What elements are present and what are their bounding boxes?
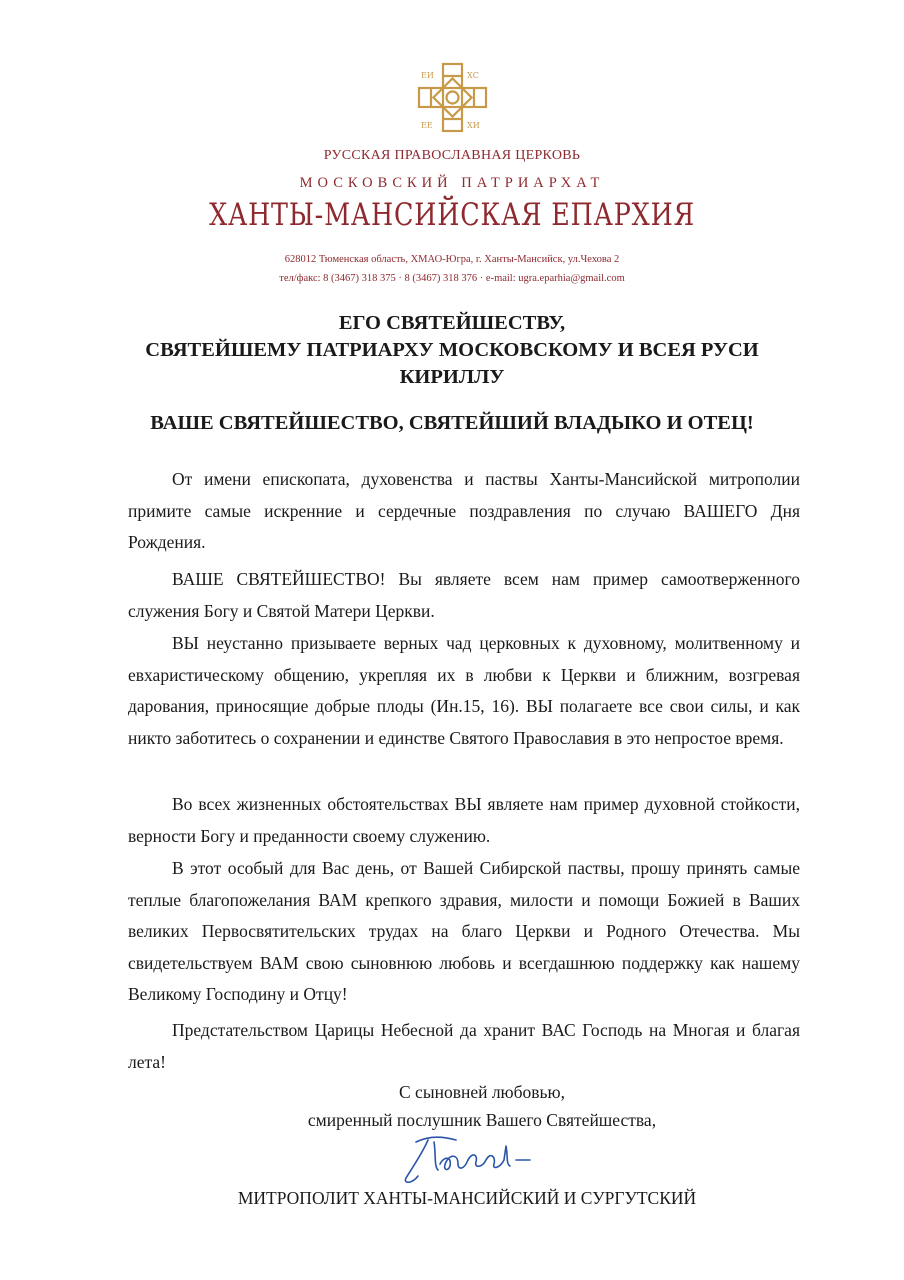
- closing-line-1: С сыновней любовью,: [399, 1082, 565, 1102]
- signer-title: МИТРОПОЛИТ ХАНТЫ-МАНСИЙСКИЙ И СУРГУТСКИЙ: [237, 1188, 697, 1208]
- paragraph-5: [128, 853, 800, 1011]
- paragraph-4: [128, 789, 800, 852]
- emblem-letters-tr: ХС: [467, 71, 479, 80]
- paragraph-3-text: ВЫ неустанно призываете верных чад церковных к духовному, молитвенному и евхаристическому общению, укрепляя их в любви к Церкви и ближним, возгревая дарования, приносящие добрые плоды (Ин.15, 16). ВЫ полагаете все свои силы, и как никто заботитесь о сохранении и единстве Святого Православия в это непростое время.: [128, 633, 800, 748]
- closing-line-2: смиренный послушник Вашего Святейшества,: [307, 1110, 657, 1130]
- addressee-line-1: ЕГО СВЯТЕЙШЕСТВУ,: [338, 312, 566, 334]
- cross-emblem-icon: [415, 60, 490, 135]
- patriarchate-name: МОСКОВСКИЙ ПАТРИАРХАТ: [299, 175, 605, 191]
- paragraph-2: [128, 564, 800, 627]
- paragraph-3: [128, 628, 800, 754]
- emblem-letters-br: ХИ: [467, 121, 480, 130]
- addressee-line-3: КИРИЛЛУ: [399, 366, 505, 388]
- handwritten-signature: [398, 1130, 548, 1190]
- letterhead-contacts: тел/факс: 8 (3467) 318 375 · 8 (3467) 318 376 · e-mail: ugra.eparhia@gmail.com: [279, 273, 625, 284]
- addressee-line-2: СВЯТЕЙШЕМУ ПАТРИАРХУ МОСКОВСКОМУ И ВСЕЯ РУСИ: [145, 339, 759, 361]
- paragraph-5-text: В этот особый для Вас день, от Вашей Сибирской паствы, прошу принять самые теплые благопожелания ВАМ крепкого здравия, милости и помощи Божией в Ваших великих Первосвятительских трудах на благо Церкви и Родного Отечества. Мы свидетельствуем ВАМ свою сыновнюю любовь и всегдашнюю поддержку как нашему Великому Господину и Отцу!: [128, 858, 800, 1004]
- emblem-letters-tl: ЕИ: [421, 71, 434, 80]
- emblem-letters-bl: ЕЕ: [421, 121, 433, 130]
- paragraph-1: [128, 464, 800, 559]
- paragraph-6-text: Предстательством Царицы Небесной да хранит ВАС Господь на Многая и благая лета!: [128, 1020, 800, 1072]
- paragraph-4-text: Во всех жизненных обстоятельствах ВЫ являете нам пример духовной стойкости, верности Богу и преданности своему служению.: [128, 794, 800, 846]
- paragraph-1-text: От имени епископата, духовенства и паствы Ханты-Мансийской митрополии примите самые искренние и сердечные поздравления по случаю ВАШЕГО Дня Рождения.: [128, 469, 800, 552]
- letterhead-address: 628012 Тюменская область, ХМАО-Югра, г. Ханты-Мансийск, ул.Чехова 2: [284, 254, 620, 265]
- paragraph-6: [128, 1015, 800, 1078]
- paragraph-2-text: ВАШЕ СВЯТЕЙШЕСТВО! Вы являете всем нам пример самоотверженного служения Богу и Святой Матери Церкви.: [128, 569, 800, 621]
- eparchy-title: ХАНТЫ-МАНСИЙСКАЯ ЕПАРХИЯ: [209, 197, 695, 233]
- church-name: РУССКАЯ ПРАВОСЛАВНАЯ ЦЕРКОВЬ: [323, 148, 581, 163]
- salutation: ВАШЕ СВЯТЕЙШЕСТВО, СВЯТЕЙШИЙ ВЛАДЫКО И ОТЕЦ!: [150, 412, 754, 434]
